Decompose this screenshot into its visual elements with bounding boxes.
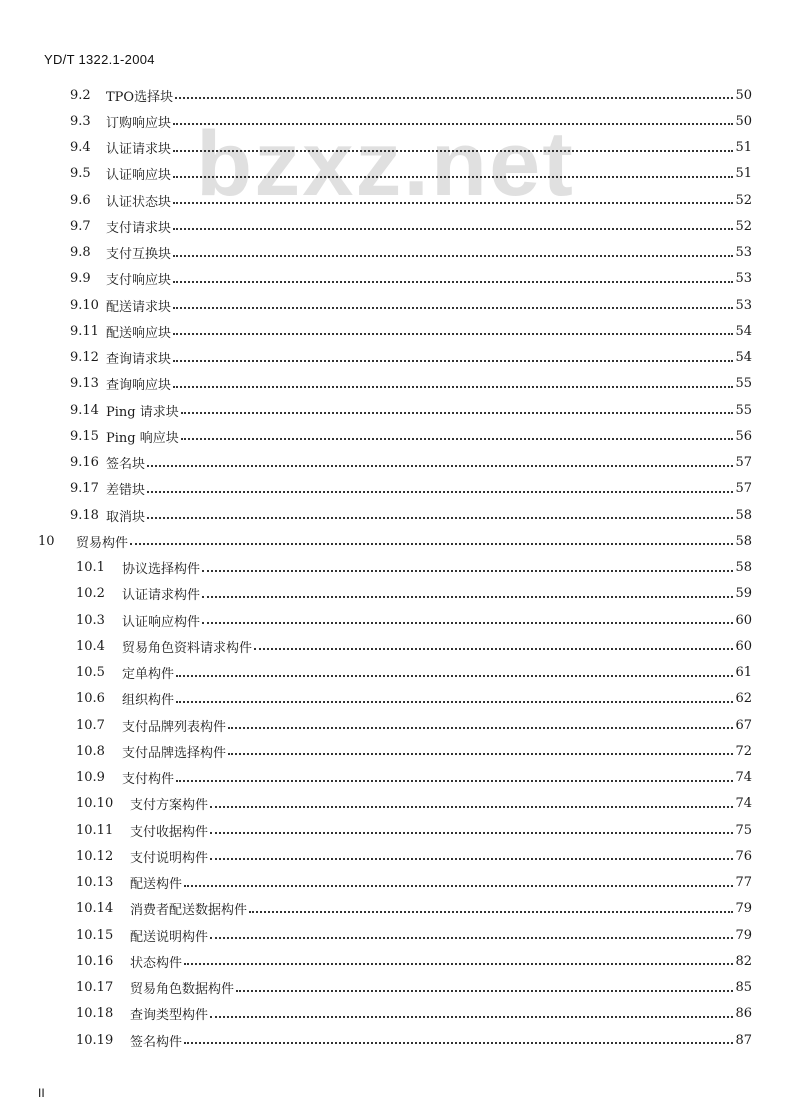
toc-entry[interactable] <box>70 452 752 474</box>
toc-entry[interactable] <box>70 478 752 500</box>
toc-entry-page: 52 <box>735 218 752 234</box>
toc-entry-number: 10.11 <box>76 822 114 838</box>
toc-entry-number: 10.7 <box>76 717 105 733</box>
toc-entry-title: 查询请求块 <box>106 352 172 367</box>
toc-entry-number: 9.15 <box>70 428 99 444</box>
toc-entry-number: 9.4 <box>70 140 91 155</box>
toc-entry[interactable] <box>70 163 752 185</box>
toc-entry-number: 10.5 <box>76 665 105 680</box>
toc-entry-title: TPO选择块 <box>106 89 174 105</box>
toc-entry-title: 支付互换块 <box>106 247 172 262</box>
toc-entry-title: 取消块 <box>106 509 146 525</box>
toc-entry-page: 75 <box>735 822 752 838</box>
toc-entry-title: 认证响应块 <box>106 168 172 184</box>
toc-entry[interactable] <box>76 740 752 762</box>
toc-entry-title: 消费者配送数据构件 <box>130 903 248 919</box>
dot-leader <box>173 305 733 309</box>
toc-entry[interactable] <box>76 845 752 867</box>
toc-entry-number: 9.18 <box>70 507 99 523</box>
toc-entry-title: 签名构件 <box>130 1034 183 1050</box>
toc-entry-page: 82 <box>735 953 752 969</box>
toc-entry-number: 10.9 <box>76 770 105 785</box>
dot-leader <box>184 961 733 965</box>
toc-entry[interactable] <box>76 977 752 999</box>
toc-entry-page: 67 <box>735 717 752 733</box>
toc-entry-number: 10.4 <box>76 638 105 654</box>
toc-entry[interactable] <box>76 688 752 710</box>
toc-entry[interactable] <box>70 425 752 447</box>
toc-entry[interactable] <box>70 110 752 132</box>
toc-entry[interactable] <box>76 950 752 972</box>
toc-entry-number: 9.17 <box>70 481 99 497</box>
toc-entry-page: 53 <box>735 297 752 313</box>
toc-entry-title: 配送说明构件 <box>130 929 209 945</box>
toc-entry-title: 支付说明构件 <box>130 850 209 866</box>
dot-leader <box>228 751 733 755</box>
toc-entry-number: 9.16 <box>70 455 99 470</box>
toc-entry-page: 55 <box>735 402 752 418</box>
toc-entry-title: 组织构件 <box>122 693 175 709</box>
toc-entry-page: 53 <box>735 245 752 260</box>
dot-leader <box>210 830 733 834</box>
toc-entry-title: 支付品牌选择构件 <box>122 745 227 761</box>
toc-entry-number: 10.17 <box>76 980 114 995</box>
toc-entry-title: 贸易构件 <box>76 535 129 551</box>
toc-entry-title: 查询响应块 <box>106 378 172 394</box>
toc-entry[interactable] <box>76 635 752 657</box>
toc-entry-page: 60 <box>735 612 752 628</box>
toc-entry-title: 协议选择构件 <box>122 562 201 577</box>
toc-entry-title: 支付收据构件 <box>130 824 209 840</box>
toc-entry-page: 74 <box>735 770 752 785</box>
toc-entry-number: 9.12 <box>70 350 99 365</box>
dot-leader <box>249 909 733 913</box>
toc-entry[interactable] <box>76 714 752 736</box>
toc-entry-title: 支付方案构件 <box>130 798 209 814</box>
toc-entry-title: 状态构件 <box>130 955 183 971</box>
toc-entry[interactable] <box>70 215 752 237</box>
toc-entry-page: 60 <box>735 638 752 654</box>
toc-entry-number: 9.3 <box>70 113 91 129</box>
toc-entry-number: 9.11 <box>70 323 99 339</box>
dot-leader <box>176 673 733 677</box>
toc-entry-page: 86 <box>735 1006 752 1022</box>
toc-entry[interactable] <box>76 898 752 920</box>
dot-leader <box>202 568 733 572</box>
toc-entry-page: 56 <box>735 428 752 444</box>
watermark: bzxz.net <box>196 113 575 215</box>
toc-entry-number: 9.6 <box>70 192 91 208</box>
toc-entry-page: 50 <box>735 87 752 103</box>
toc-entry-page: 74 <box>735 796 752 812</box>
dot-leader <box>181 410 734 414</box>
toc-entry-page: 57 <box>735 481 752 497</box>
toc-entry[interactable] <box>70 137 752 159</box>
toc-entry-number: 10.12 <box>76 848 114 864</box>
toc-entry-title: 配送响应块 <box>106 325 172 341</box>
toc-entry[interactable] <box>38 530 752 552</box>
toc-entry[interactable] <box>70 347 752 369</box>
toc-entry-title: 认证响应构件 <box>122 614 201 630</box>
toc-entry[interactable] <box>70 84 752 106</box>
toc-entry[interactable] <box>76 793 752 815</box>
toc-entry-title: 认证状态块 <box>106 194 172 210</box>
toc-entry[interactable] <box>70 242 752 264</box>
toc-entry-number: 10.15 <box>76 927 114 943</box>
toc-entry[interactable] <box>70 189 752 211</box>
toc-entry-title: 贸易角色数据构件 <box>130 982 235 997</box>
dot-leader <box>173 200 733 204</box>
dot-leader <box>210 856 733 860</box>
toc-entry[interactable] <box>70 399 752 421</box>
dot-leader <box>175 95 733 99</box>
toc-entry-page: 58 <box>735 560 752 575</box>
dot-leader <box>176 778 733 782</box>
toc-entry-page: 79 <box>735 927 752 943</box>
toc-entry-title: 查询类型构件 <box>130 1008 209 1024</box>
toc-entry[interactable] <box>76 662 752 684</box>
dot-leader <box>202 620 733 624</box>
dot-leader <box>184 883 733 887</box>
page-number: II <box>38 1086 45 1100</box>
dot-leader <box>147 463 733 467</box>
toc-entry-title: Ping 响应块 <box>106 430 179 446</box>
toc-entry[interactable] <box>76 1029 752 1051</box>
toc-entry-title: 认证请求块 <box>106 142 172 157</box>
toc-entry-title: 支付请求块 <box>106 220 172 236</box>
toc-entry[interactable] <box>70 294 752 316</box>
toc-entry-number: 10.14 <box>76 901 114 917</box>
toc-entry-number: 10.2 <box>76 586 105 602</box>
toc-entry-page: 51 <box>735 140 752 155</box>
toc-entry-number: 10.1 <box>76 560 105 575</box>
toc-entry-number: 9.9 <box>70 271 91 287</box>
toc-entry-page: 58 <box>735 507 752 523</box>
toc-entry-number: 10.6 <box>76 691 105 707</box>
toc-entry-page: 85 <box>735 980 752 995</box>
dot-leader <box>173 279 733 283</box>
toc-entry-page: 53 <box>735 271 752 287</box>
toc-entry-number: 9.5 <box>70 166 91 182</box>
toc-entry-number: 9.8 <box>70 245 91 260</box>
toc-entry[interactable] <box>76 872 752 894</box>
dot-leader <box>210 804 733 808</box>
toc-entry-page: 54 <box>735 323 752 339</box>
toc-entry[interactable] <box>76 557 752 579</box>
dot-leader <box>147 515 733 519</box>
dot-leader <box>202 594 733 598</box>
document-code: YD/T 1322.1-2004 <box>44 52 155 67</box>
toc-entry[interactable] <box>76 819 752 841</box>
toc-entry[interactable] <box>70 504 752 526</box>
toc-entry-page: 52 <box>735 192 752 208</box>
toc-entry-page: 61 <box>735 665 752 680</box>
toc-entry-title: 定单构件 <box>122 667 175 682</box>
dot-leader <box>173 226 733 230</box>
dot-leader <box>173 358 733 362</box>
toc-entry[interactable] <box>76 767 752 789</box>
dot-leader <box>173 148 733 152</box>
dot-leader <box>181 436 734 440</box>
toc-entry-number: 10 <box>38 533 55 549</box>
toc-entry-page: 59 <box>735 586 752 602</box>
dot-leader <box>176 699 733 703</box>
toc-entry-title: Ping 请求块 <box>106 404 179 420</box>
dot-leader <box>173 384 733 388</box>
toc-entry-page: 50 <box>735 113 752 129</box>
toc-entry-number: 10.8 <box>76 743 105 759</box>
toc-entry-page: 62 <box>735 691 752 707</box>
toc-entry-page: 76 <box>735 848 752 864</box>
toc-entry-title: 差错块 <box>106 483 146 499</box>
toc-entry[interactable] <box>70 320 752 342</box>
toc-entry-title: 配送构件 <box>130 877 183 892</box>
toc-entry[interactable] <box>76 924 752 946</box>
toc-entry-number: 10.16 <box>76 953 114 969</box>
toc-entry-number: 10.18 <box>76 1006 114 1022</box>
toc-entry-page: 87 <box>735 1032 752 1048</box>
toc-entry[interactable] <box>76 1003 752 1025</box>
toc-entry[interactable] <box>76 583 752 605</box>
dot-leader <box>210 1014 733 1018</box>
dot-leader <box>173 331 733 335</box>
dot-leader <box>173 121 733 125</box>
dot-leader <box>236 988 733 992</box>
toc-entry-number: 10.10 <box>76 796 114 812</box>
toc-entry-title: 配送请求块 <box>106 299 172 315</box>
toc-entry-title: 认证请求构件 <box>122 588 201 604</box>
toc-entry-title: 支付品牌列表构件 <box>122 719 227 735</box>
dot-leader <box>173 174 733 178</box>
dot-leader <box>210 935 733 939</box>
toc-entry-title: 签名块 <box>106 457 146 472</box>
toc-entry-page: 79 <box>735 901 752 917</box>
dot-leader <box>147 489 733 493</box>
toc-entry[interactable] <box>70 268 752 290</box>
toc-entry-page: 55 <box>735 376 752 392</box>
toc-entry[interactable] <box>76 609 752 631</box>
toc-entry-page: 77 <box>735 875 752 890</box>
toc-entry-number: 9.2 <box>70 87 91 103</box>
toc-entry-title: 支付构件 <box>122 772 175 787</box>
toc-entry-title: 支付响应块 <box>106 273 172 289</box>
toc-entry-number: 10.3 <box>76 612 105 628</box>
dot-leader <box>184 1040 733 1044</box>
toc-entry-title: 贸易角色资料请求构件 <box>122 640 253 656</box>
toc-entry-number: 10.19 <box>76 1032 114 1048</box>
toc-entry-page: 72 <box>735 743 752 759</box>
toc-entry-title: 订购响应块 <box>106 115 172 131</box>
dot-leader <box>254 646 733 650</box>
toc-entry-page: 54 <box>735 350 752 365</box>
dot-leader <box>228 725 733 729</box>
dot-leader <box>173 253 733 257</box>
toc-entry-number: 9.7 <box>70 218 91 234</box>
dot-leader <box>130 541 733 545</box>
toc-entry-page: 58 <box>735 533 752 549</box>
toc-entry-number: 9.13 <box>70 376 99 392</box>
toc-entry-number: 10.13 <box>76 875 114 890</box>
toc-entry-page: 51 <box>735 166 752 182</box>
toc-entry-page: 57 <box>735 455 752 470</box>
toc-entry-number: 9.10 <box>70 297 99 313</box>
toc-entry-number: 9.14 <box>70 402 99 418</box>
toc-entry[interactable] <box>70 373 752 395</box>
